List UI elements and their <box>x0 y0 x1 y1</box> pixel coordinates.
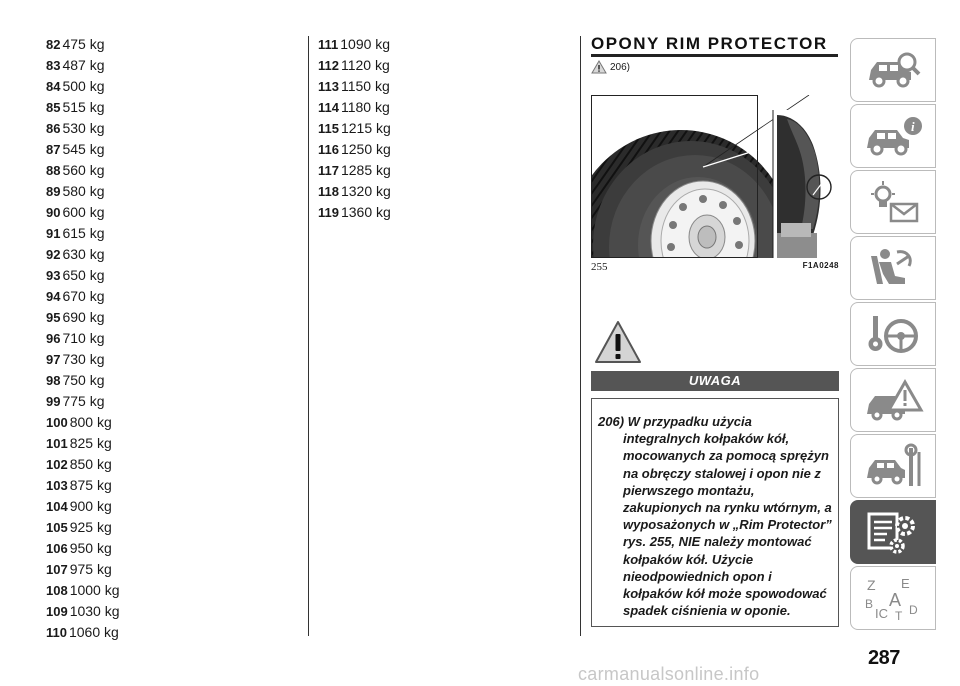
load-capacity: 1030 kg <box>69 603 120 619</box>
load-capacity: 775 kg <box>62 393 105 409</box>
load-index-row <box>46 118 120 139</box>
load-capacity: 1285 kg <box>340 162 391 178</box>
load-capacity: 475 kg <box>62 36 105 52</box>
svg-text:T: T <box>895 609 903 622</box>
load-index-row <box>46 622 120 643</box>
car-crash-warning-icon <box>861 376 925 424</box>
load-index-row <box>318 202 391 223</box>
warning-header: UWAGA <box>591 371 839 391</box>
load-capacity: 615 kg <box>62 225 105 241</box>
load-capacity: 950 kg <box>69 540 112 556</box>
load-index-row <box>46 517 120 538</box>
load-capacity: 850 kg <box>69 456 112 472</box>
load-index-number: 115 <box>318 121 339 136</box>
load-index-row <box>46 307 120 328</box>
load-index-row <box>318 97 391 118</box>
load-index-row <box>46 580 120 601</box>
load-capacity: 560 kg <box>62 162 105 178</box>
load-index-number: 110 <box>46 625 67 640</box>
load-capacity: 975 kg <box>69 561 112 577</box>
load-index-row <box>46 202 120 223</box>
warning-triangle-icon <box>594 320 642 364</box>
page-number: 287 <box>868 647 900 669</box>
load-capacity: 1000 kg <box>69 582 120 598</box>
warning-reference[interactable] <box>591 60 630 74</box>
load-index-row <box>46 244 120 265</box>
svg-text:D: D <box>909 603 918 617</box>
load-capacity: 487 kg <box>62 57 105 73</box>
load-index-column-2 <box>318 34 391 223</box>
load-index-row <box>46 223 120 244</box>
load-index-number: 117 <box>318 163 339 178</box>
load-capacity: 515 kg <box>62 99 105 115</box>
load-index-row <box>46 475 120 496</box>
load-capacity: 1250 kg <box>340 141 391 157</box>
load-index-number: 95 <box>46 310 61 325</box>
load-capacity: 900 kg <box>69 498 112 514</box>
svg-text:A: A <box>889 590 902 610</box>
load-index-number: 100 <box>46 415 68 430</box>
section-title: OPONY RIM PROTECTOR <box>591 34 828 53</box>
load-index-row <box>46 97 120 118</box>
car-tools-icon <box>861 442 925 490</box>
load-index-row <box>46 34 120 55</box>
load-capacity: 875 kg <box>69 477 112 493</box>
load-index-row <box>46 454 120 475</box>
load-index-number: 85 <box>46 100 61 115</box>
svg-text:Z: Z <box>867 577 876 593</box>
load-index-number: 90 <box>46 205 61 220</box>
tab-emergency[interactable] <box>850 368 936 432</box>
load-capacity: 710 kg <box>62 330 105 346</box>
load-index-number: 112 <box>318 58 339 73</box>
load-index-row <box>46 391 120 412</box>
load-index-row <box>46 139 120 160</box>
load-capacity: 600 kg <box>62 204 105 220</box>
load-capacity: 730 kg <box>62 351 105 367</box>
load-index-number: 118 <box>318 184 339 199</box>
load-index-row <box>46 265 120 286</box>
load-index-number: 113 <box>318 79 339 94</box>
load-index-row <box>46 559 120 580</box>
column-divider <box>580 36 581 636</box>
load-index-row <box>318 160 391 181</box>
tab-safety[interactable] <box>850 236 936 300</box>
load-index-number: 104 <box>46 499 68 514</box>
load-capacity: 690 kg <box>62 309 105 325</box>
load-capacity: 1060 kg <box>68 624 119 640</box>
tab-warning-lights[interactable] <box>850 170 936 234</box>
load-capacity: 1120 kg <box>340 57 390 73</box>
load-capacity: 800 kg <box>69 414 112 430</box>
load-capacity: 1320 kg <box>340 183 391 199</box>
load-index-number: 96 <box>46 331 61 346</box>
load-index-row <box>318 139 391 160</box>
load-index-number: 106 <box>46 541 68 556</box>
load-index-row <box>46 496 120 517</box>
load-index-number: 101 <box>46 436 68 451</box>
tab-instruments[interactable] <box>850 104 936 168</box>
car-info-icon <box>861 112 925 160</box>
car-search-icon <box>861 46 925 94</box>
steering-wheel-key-icon <box>861 310 925 358</box>
svg-text:E: E <box>901 576 910 591</box>
load-index-number: 92 <box>46 247 61 262</box>
load-index-number: 84 <box>46 79 61 94</box>
load-capacity: 670 kg <box>62 288 105 304</box>
load-index-row <box>46 181 120 202</box>
load-index-row <box>46 55 120 76</box>
load-index-number: 94 <box>46 289 61 304</box>
load-capacity: 750 kg <box>62 372 105 388</box>
load-capacity: 1360 kg <box>340 204 391 220</box>
tab-index[interactable] <box>850 566 936 630</box>
load-capacity: 530 kg <box>62 120 105 136</box>
load-capacity: 1215 kg <box>340 120 391 136</box>
load-index-number: 119 <box>318 205 339 220</box>
svg-text:IC: IC <box>875 606 888 621</box>
load-index-row <box>46 370 120 391</box>
tab-vehicle-overview[interactable] <box>850 38 936 102</box>
load-index-row <box>46 349 120 370</box>
load-index-row <box>318 76 391 97</box>
load-index-number: 111 <box>318 37 339 52</box>
load-index-number: 102 <box>46 457 68 472</box>
load-index-row <box>318 34 391 55</box>
load-index-number: 97 <box>46 352 61 367</box>
load-index-number: 109 <box>46 604 68 619</box>
load-capacity: 650 kg <box>62 267 105 283</box>
load-index-number: 91 <box>46 226 61 241</box>
load-index-row <box>46 328 120 349</box>
tab-maintenance[interactable] <box>850 434 936 498</box>
figure-number: 255 <box>591 261 608 273</box>
load-capacity: 500 kg <box>62 78 105 94</box>
load-index-number: 98 <box>46 373 61 388</box>
load-capacity: 580 kg <box>62 183 105 199</box>
airbag-seat-icon <box>861 244 925 292</box>
load-index-row <box>46 286 120 307</box>
alphabet-index-icon <box>861 574 925 622</box>
svg-text:i: i <box>911 119 915 134</box>
title-rule <box>591 54 838 57</box>
load-index-number: 107 <box>46 562 68 577</box>
load-index-row <box>46 412 120 433</box>
chapter-nav <box>850 38 936 632</box>
tab-starting-driving[interactable] <box>850 302 936 366</box>
load-index-row <box>46 538 120 559</box>
svg-text:B: B <box>865 597 874 611</box>
warning-lights-mail-icon <box>861 178 925 226</box>
load-index-number: 83 <box>46 58 61 73</box>
load-index-number: 108 <box>46 583 68 598</box>
tire-figure <box>591 95 839 258</box>
figure-caption <box>591 261 839 273</box>
load-index-number: 93 <box>46 268 61 283</box>
watermark: carmanualsonline.info <box>578 664 760 684</box>
load-index-row <box>46 601 120 622</box>
load-capacity: 825 kg <box>69 435 112 451</box>
warning-symbol <box>594 320 642 369</box>
column-divider <box>308 36 309 636</box>
warning-triangle-icon <box>591 60 607 74</box>
load-index-number: 87 <box>46 142 61 157</box>
load-index-number: 103 <box>46 478 68 493</box>
load-capacity: 545 kg <box>62 141 105 157</box>
tire-illustration <box>591 95 839 258</box>
load-index-column-1 <box>46 34 120 643</box>
load-index-number: 89 <box>46 184 61 199</box>
load-index-number: 82 <box>46 37 61 52</box>
load-capacity: 1090 kg <box>340 36 391 52</box>
load-capacity: 1180 kg <box>340 99 390 115</box>
warning-text: 206) W przypadku użycia integralnych kołpaków kół, mocowanych za pomocą sprężyn na obręczy stalowej i opon nie z pierwszego montażu, zakupionych na rynku wtórnym, a wyposażonych w „Rim Protector” rys. 255, NIE należy montować kołpaków kół. Użycie nieodpowiednich opon i kołpaków kół może spowodować spadek ciśnienia w oponie. <box>598 414 832 619</box>
load-index-row <box>318 181 391 202</box>
load-index-number: 86 <box>46 121 61 136</box>
load-index-number: 114 <box>318 100 339 115</box>
tab-technical-data[interactable] <box>850 500 936 564</box>
warning-reference-label: 206) <box>610 61 631 73</box>
load-index-row <box>318 55 391 76</box>
load-capacity: 925 kg <box>69 519 112 535</box>
warning-note-box <box>591 398 839 627</box>
load-index-number: 116 <box>318 142 339 157</box>
load-capacity: 630 kg <box>62 246 105 262</box>
figure-code: F1A0248 <box>802 261 839 270</box>
load-index-number: 99 <box>46 394 61 409</box>
load-capacity: 1150 kg <box>340 78 390 94</box>
load-index-row <box>318 118 391 139</box>
load-index-row <box>46 76 120 97</box>
specs-gear-icon <box>861 508 925 556</box>
load-index-number: 88 <box>46 163 61 178</box>
load-index-row <box>46 433 120 454</box>
load-index-row <box>46 160 120 181</box>
load-index-number: 105 <box>46 520 68 535</box>
